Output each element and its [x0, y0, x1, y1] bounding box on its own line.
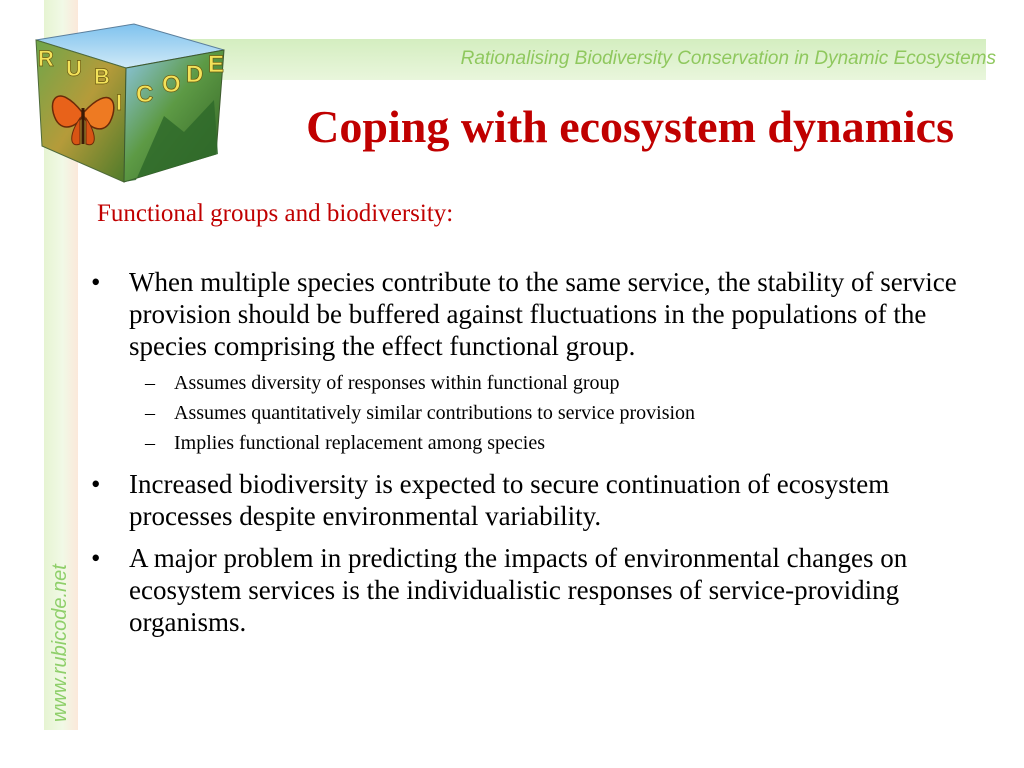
dash-marker: – — [145, 432, 155, 454]
rubicode-logo — [24, 20, 230, 186]
bullet-text: A major problem in predicting the impacts of environmental changes on ecosystem services is the individualistic responses of service-providing organisms. — [129, 543, 908, 637]
bullet-item — [88, 542, 988, 638]
dash-marker: – — [145, 372, 155, 394]
bullet-text: When multiple species contribute to the same service, the stability of service provision should be buffered against fluctuations in the populations of the species comprising the effect functional group. — [129, 267, 957, 361]
logo-letter: E — [208, 51, 225, 78]
logo-letter: B — [94, 64, 110, 89]
logo-letter: R — [38, 46, 54, 71]
logo-letter: U — [66, 56, 82, 81]
sub-bullet-item — [129, 428, 988, 458]
bullet-item — [88, 468, 988, 532]
sub-bullet-text: Assumes diversity of responses within functional group — [174, 372, 620, 394]
bullet-list — [88, 266, 988, 648]
logo-letter: I — [116, 90, 123, 115]
bullet-item — [88, 266, 988, 458]
website-url: www.rubicode.net — [49, 564, 71, 722]
bullet-text: Increased biodiversity is expected to secure continuation of ecosystem processes despite environmental variability. — [129, 469, 890, 531]
slide-title: Coping with ecosystem dynamics — [306, 101, 954, 152]
sub-bullet-item — [129, 368, 988, 398]
logo-letter: D — [186, 61, 204, 88]
bullet-marker: • — [91, 267, 101, 297]
sub-bullet-item — [129, 398, 988, 428]
sub-bullet-list — [129, 368, 988, 458]
slide-subtitle: Functional groups and biodiversity: — [97, 200, 454, 227]
sub-bullet-text: Implies functional replacement among species — [174, 432, 545, 454]
sub-bullet-text: Assumes quantitatively similar contributions to service provision — [174, 402, 696, 424]
logo-letter: C — [136, 81, 154, 108]
dash-marker: – — [145, 402, 155, 424]
bullet-marker: • — [91, 543, 101, 573]
bullet-marker: • — [91, 469, 101, 499]
project-tagline: Rationalising Biodiversity Conservation in Dynamic Ecosystems — [460, 48, 996, 69]
logo-letter: O — [162, 71, 181, 98]
